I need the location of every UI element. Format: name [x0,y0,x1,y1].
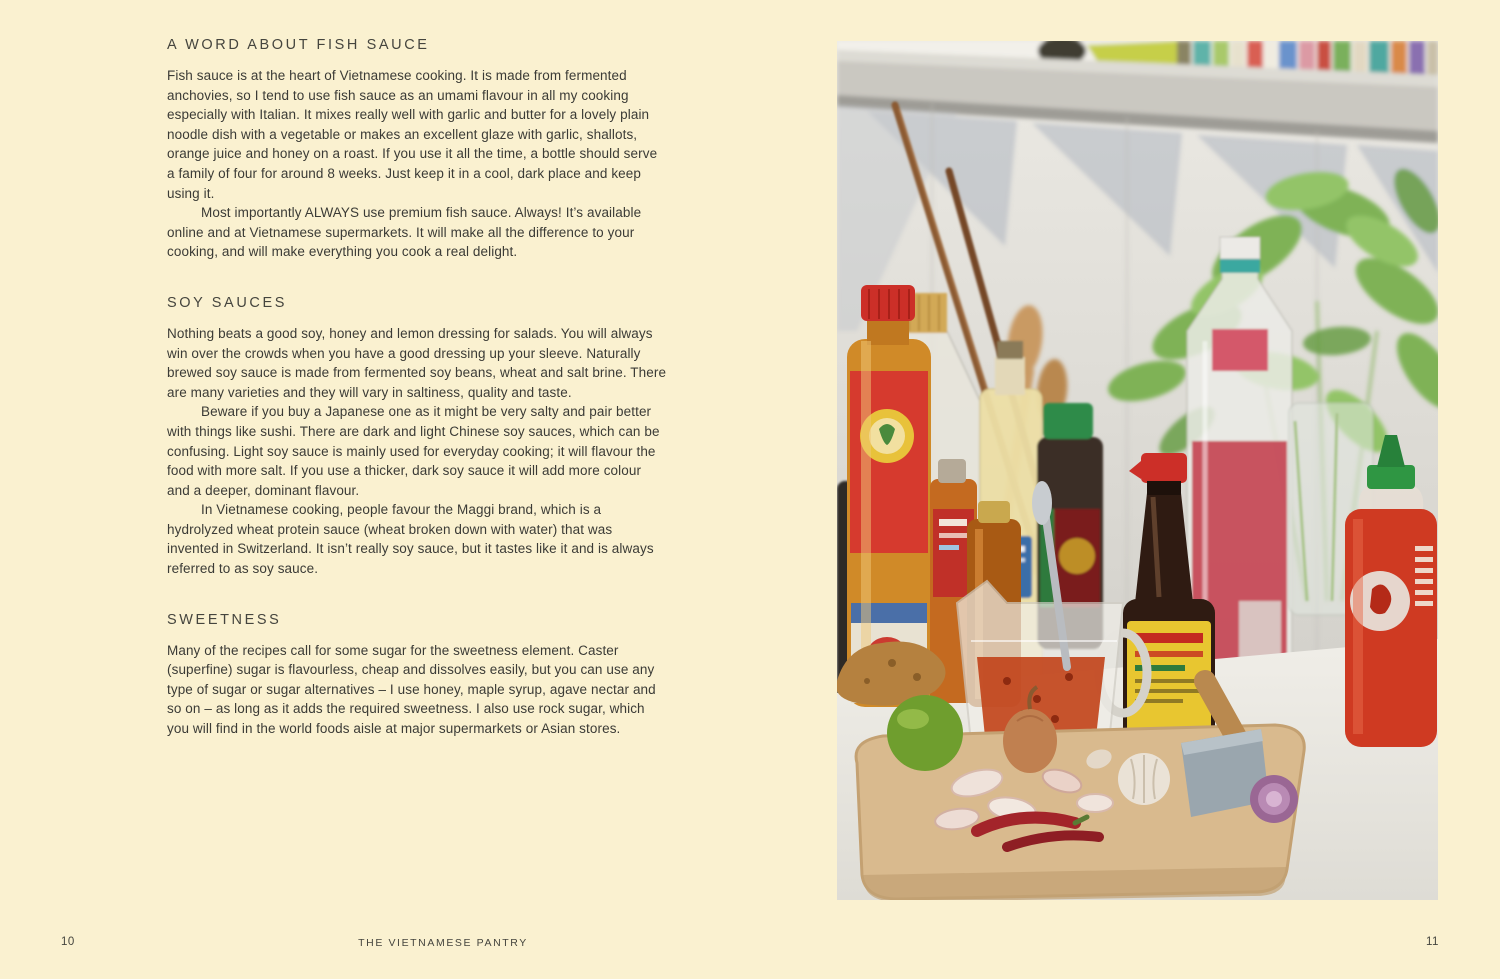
section-heading: SWEETNESS [167,611,282,628]
red-onion-slice [1250,775,1298,823]
section-heading: SOY SAUCES [167,294,288,311]
section-fish-sauce [167,37,667,262]
right-page-number: 11 [1426,936,1439,948]
running-footer-title: THE VIETNAMESE PANTRY [358,937,528,949]
pantry-photo [837,41,1438,900]
section-sweetness [167,612,667,739]
paragraph: In Vietnamese cooking, people favour the Maggi brand, which is a hydrolyzed wheat protein sauce (wheat broken down with water) that was invented in Switzerland. It isn’t really soy sauce, but it tastes like it and is always referred to as soy sauce. [167,502,654,577]
left-page-text-column [167,37,667,772]
paragraph: Nothing beats a good soy, honey and lemon dressing for salads. You will always win over the crowds when you have a good dressing up your sleeve. Naturally brewed soy sauce is made from fermented soy beans, wheat and salt brine. There are many varieties and they will vary in saltiness, quality and taste. [167,325,667,400]
paragraph: Many of the recipes call for some sugar for the sweetness element. Caster (superfine) sugar is flavourless, cheap and dissolves easily, but you can use any type of sugar or sugar alternatives – I use honey, maple syrup, agave nectar and so on – as long as it adds the required sweetness. I also use rock sugar, which you will find in the world foods aisle at major supermarkets or Asian stores. [167,642,656,737]
section-heading: A WORD ABOUT FISH SAUCE [167,37,430,53]
paragraph: Beware if you buy a Japanese one as it might be very salty and pair better with things like sushi. There are dark and light Chinese soy sauces, which can be confusing. Light soy sauce is mainly used for everyday cooking; it will flavour the food with more salt. If you use a thicker, dark soy sauce it will add more colour and a deeper, dominant flavour. [167,404,660,498]
paragraph: Most importantly ALWAYS use premium fish sauce. Always! It’s available online and at Vietnamese supermarkets. It will make all the difference to your cooking, and will make everything you cook a real delight. [167,205,642,260]
left-page-number: 10 [61,936,75,948]
lime [887,695,963,771]
section-soy-sauces [167,295,667,579]
paragraph: Fish sauce is at the heart of Vietnamese cooking. It is made from fermented anchovies, so I tend to use fish sauce as an umami flavour in all my cooking especially with Italian. It mixes really well with garlic and butter for a lovely plain noodle dish with a vegetable or makes an excellent glaze with garlic, shallots, orange juice and honey on a roast. If you use it all the time, a bottle should serve a family of four for around 8 weeks. Just keep it in a cool, dark place and keep using it. [167,68,658,201]
